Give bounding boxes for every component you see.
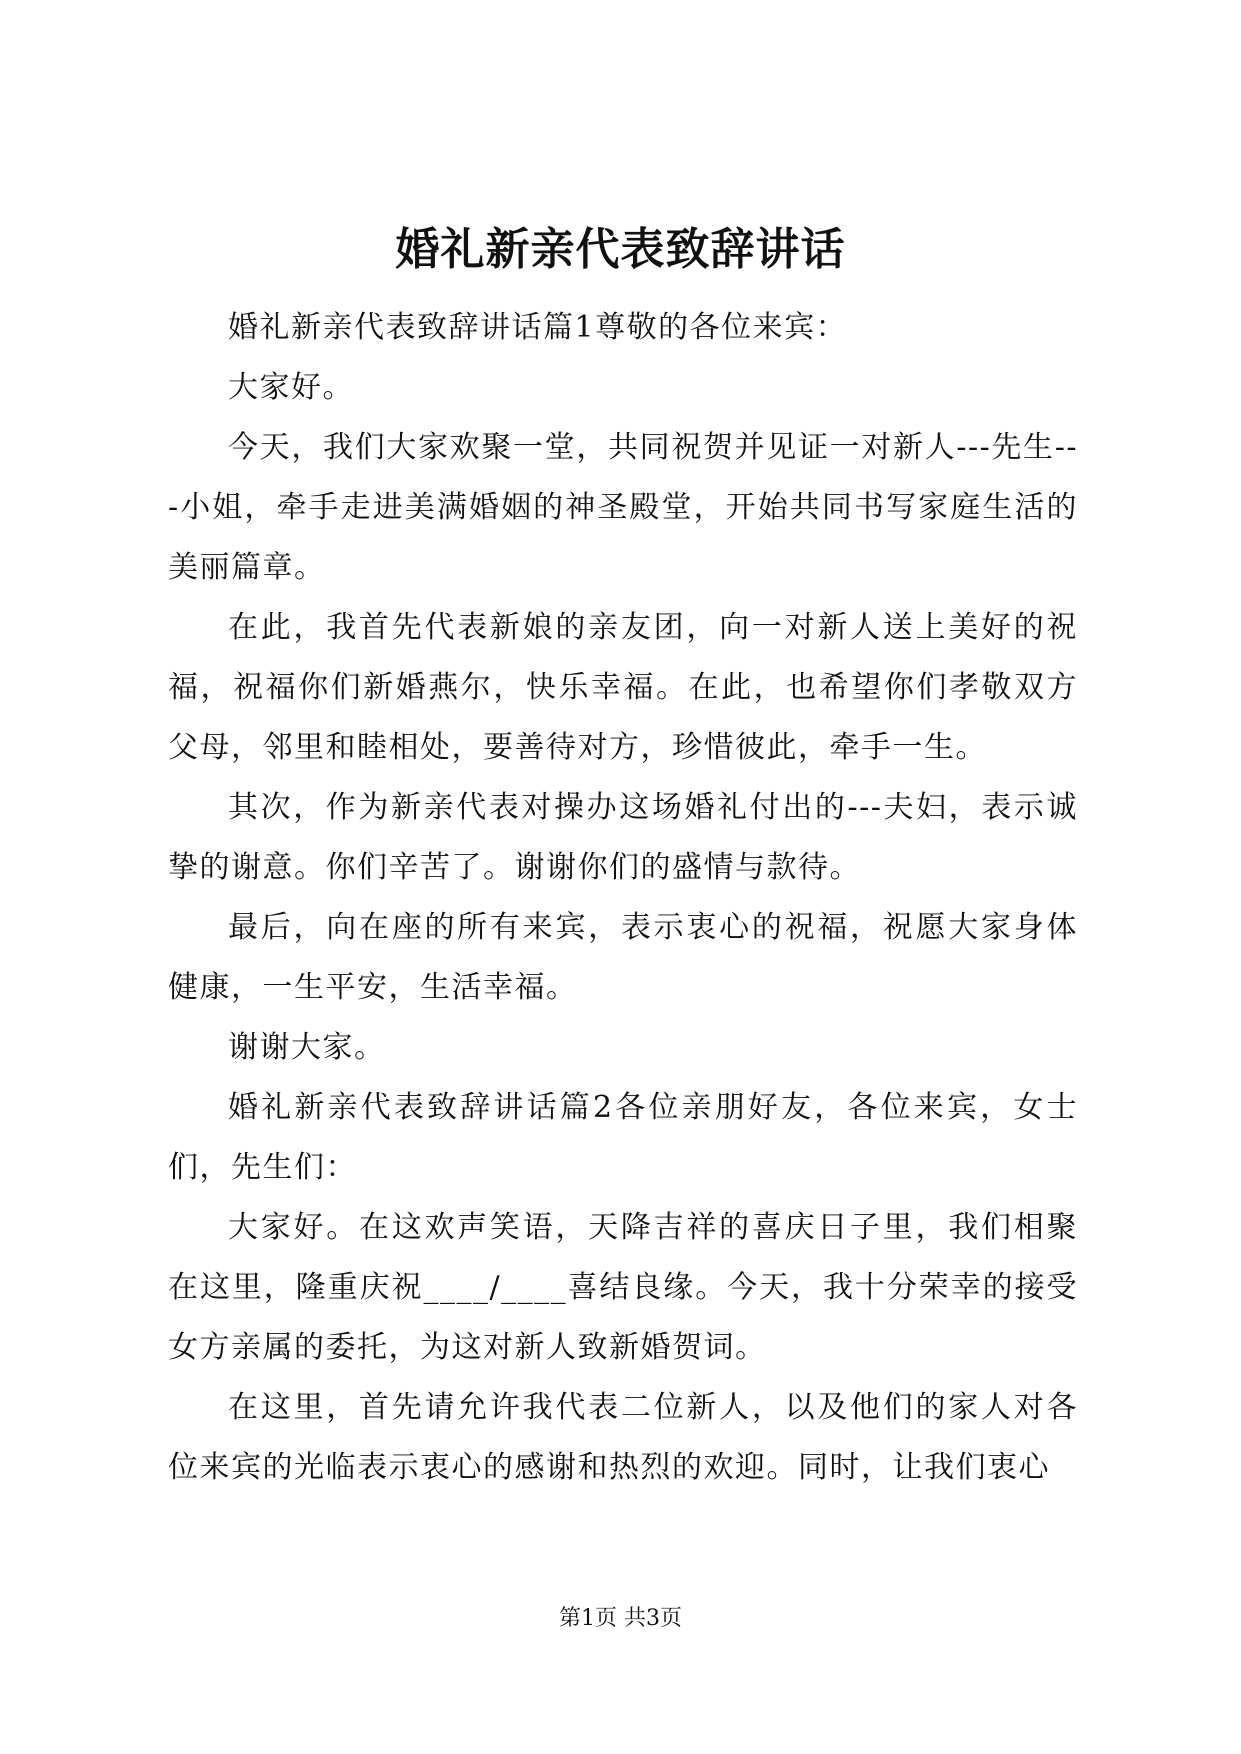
paragraph: 在此，我首先代表新娘的亲友团，向一对新人送上美好的祝福，祝福你们新婚燕尔，快乐幸福。在此，也希望你们孝敬双方父母，邻里和睦相处，要善待对方，珍惜彼此，牵手一生。	[168, 610, 1078, 765]
paragraph: 谢谢大家。	[228, 1030, 386, 1065]
document-title: 婚礼新亲代表致辞讲话	[395, 224, 846, 275]
paragraph: 大家好。在这欢声笑语，天降吉祥的喜庆日子里，我们相聚在这里，隆重庆祝____/____喜结良缘。今天，我十分荣幸的接受女方亲属的委托，为这对新人致新婚贺词。	[168, 1210, 1078, 1365]
paragraph: 其次，作为新亲代表对操办这场婚礼付出的---夫妇，表示诚挚的谢意。你们辛苦了。谢谢你们的盛情与款待。	[168, 790, 1078, 885]
paragraph: 在这里，首先请允许我代表二位新人，以及他们的家人对各位来宾的光临表示衷心的感谢和热烈的欢迎。同时，让我们衷心	[168, 1390, 1078, 1485]
paragraph: 婚礼新亲代表致辞讲话篇1尊敬的各位来宾：	[228, 310, 848, 345]
paragraph: 大家好。	[228, 370, 354, 405]
paragraph: 最后，向在座的所有来宾，表示衷心的祝福，祝愿大家身体健康，一生平安，生活幸福。	[168, 910, 1078, 1005]
paragraph: 今天，我们大家欢聚一堂，共同祝贺并见证一对新人---先生---小姐，牵手走进美满婚姻的神圣殿堂，开始共同书写家庭生活的美丽篇章。	[168, 430, 1078, 585]
paragraph: 婚礼新亲代表致辞讲话篇2各位亲朋好友，各位来宾，女士们，先生们：	[168, 1090, 1078, 1185]
page-number-footer: 第1页 共3页	[559, 1606, 682, 1631]
document-body	[168, 298, 1078, 1498]
